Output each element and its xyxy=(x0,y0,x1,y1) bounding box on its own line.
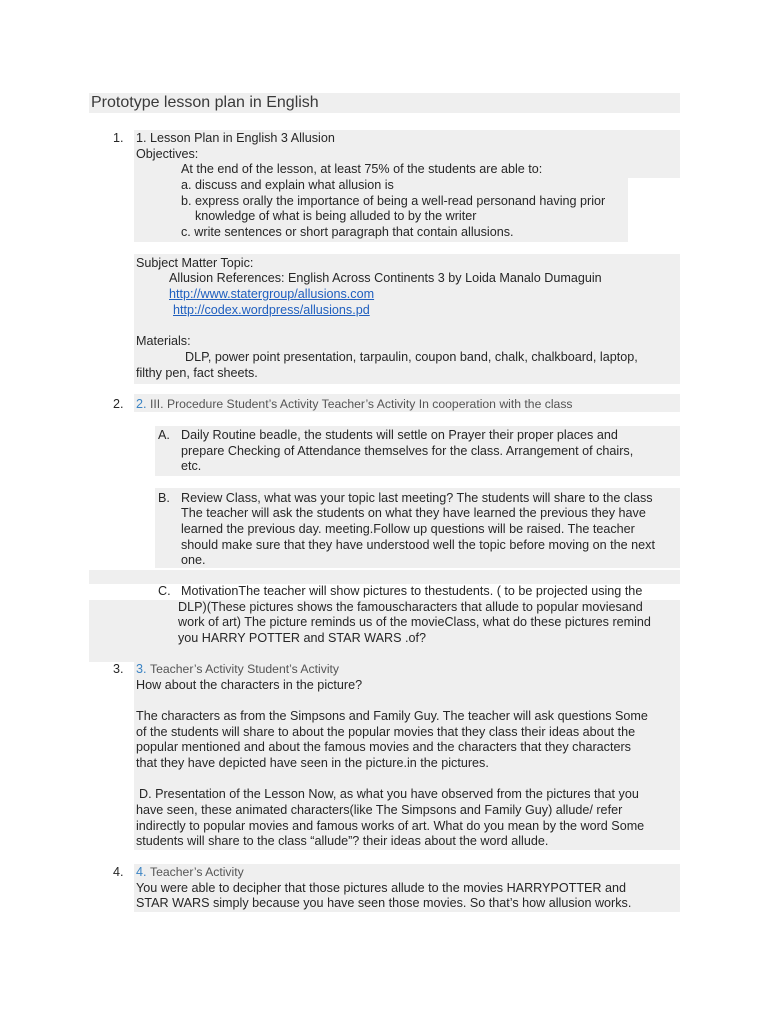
materials-line1: DLP, power point presentation, tarpaulin, coupon band, chalk, chalkboard, laptop, xyxy=(185,350,638,364)
reference-link-2[interactable]: http://codex.wordpress/allusions.pd xyxy=(173,303,370,317)
item2-a-line3: etc. xyxy=(181,459,202,473)
list-number-1: 1. xyxy=(113,131,124,145)
item2-b-line3: learned the previous day. meeting.Follow up questions will be raised. The teacher xyxy=(181,522,635,536)
item2-b-line1: Review Class, what was your topic last meeting? The students will share to the class xyxy=(181,491,653,505)
item3-p2-line2: have seen, these animated characters(like The Simpsons and Family Guy) allude/ refer xyxy=(136,803,623,817)
objective-b-line1: b. express orally the importance of being a well-read personand having prior xyxy=(181,194,606,208)
shade-item1-left xyxy=(134,178,178,242)
objectives-intro: At the end of the lesson, at least 75% of the students are able to: xyxy=(181,162,543,176)
item2-c-line4: you HARRY POTTER and STAR WARS .of? xyxy=(178,631,426,645)
item2-b-line5: one. xyxy=(181,553,206,567)
item4-heading-line xyxy=(136,865,244,881)
item3-question: How about the characters in the picture? xyxy=(136,678,363,692)
item2-a-line2: prepare Checking of Attendance themselves for the class. Arrangement of chairs, xyxy=(181,444,634,458)
item3-heading-line xyxy=(136,662,339,678)
objective-a: a. discuss and explain what allusion is xyxy=(181,178,394,192)
materials-line2: filthy pen, fact sheets. xyxy=(136,366,258,380)
item2-inline-number: 2. xyxy=(136,397,147,411)
shade-gap xyxy=(89,570,680,584)
item1-heading: 1. Lesson Plan in English 3 Allusion xyxy=(136,131,335,145)
item3-p1-line1: The characters as from the Simpsons and Family Guy. The teacher will ask questions Some xyxy=(136,709,648,723)
sublist-label-c: C. xyxy=(158,584,171,598)
item4-line2: STAR WARS simply because you have seen those movies. So that’s how allusion works. xyxy=(136,896,632,910)
item3-heading: Teacher’s Activity Student’s Activity xyxy=(150,662,340,676)
item2-heading-line xyxy=(136,397,573,413)
item2-b-line2: The teacher will ask the students on what they have learned the previous they have xyxy=(181,506,646,520)
subject-label: Subject Matter Topic: xyxy=(136,256,254,270)
item2-c-line1: MotivationThe teacher will show pictures to thestudents. ( to be projected using the xyxy=(181,584,643,598)
item2-a-line1: Daily Routine beadle, the students will settle on Prayer their proper places and xyxy=(181,428,618,442)
item3-p2-line3: indirectly to popular movies and famous works of art. What do you mean by the word Some xyxy=(136,819,645,833)
item3-p2-line4: students will share to the class “allude”? their ideas about the word allude. xyxy=(136,834,549,848)
sublist-label-a: A. xyxy=(158,428,170,442)
list-number-3: 3. xyxy=(113,662,124,676)
item3-p1-line3: popular mentioned and about the famous movies and the characters that they characters xyxy=(136,740,631,754)
item3-inline-number: 3. xyxy=(136,662,147,676)
item4-line1: You were able to decipher that those pictures allude to the movies HARRYPOTTER and xyxy=(136,881,627,895)
item2-heading: III. Procedure Student’s Activity Teacher’s Activity In cooperation with the class xyxy=(150,397,573,411)
item2-c-line3: work of art) The picture reminds us of the movieClass, what do these pictures remind xyxy=(178,615,651,629)
item3-p2-line1: D. Presentation of the Lesson Now, as what you have observed from the pictures that you xyxy=(139,787,639,801)
item4-heading: Teacher’s Activity xyxy=(150,865,244,879)
list-number-2: 2. xyxy=(113,397,124,411)
item2-c-line2: DLP)(These pictures shows the famouscharacters that allude to popular moviesand xyxy=(178,600,643,614)
objective-c: c. write sentences or short paragraph that contain allusions. xyxy=(181,225,514,239)
materials-label: Materials: xyxy=(136,334,191,348)
reference-link-1[interactable]: http://www.statergroup/allusions.com xyxy=(169,287,375,301)
objective-b-line2: knowledge of what is being alluded to by the writer xyxy=(195,209,477,223)
item4-inline-number: 4. xyxy=(136,865,147,879)
list-number-4: 4. xyxy=(113,865,124,879)
item3-p1-line2: of the students will share to about the popular movies that they class their ideas about the xyxy=(136,725,636,739)
page-title: Prototype lesson plan in English xyxy=(91,94,319,111)
references: Allusion References: English Across Continents 3 by Loida Manalo Dumaguin xyxy=(169,271,602,285)
objectives-label: Objectives: xyxy=(136,147,199,161)
item2-b-line4: should make sure that they have understood well the topic before moving on the next xyxy=(181,538,655,552)
sublist-label-b: B. xyxy=(158,491,170,505)
item3-p1-line4: that they have depicted have seen in the picture.in the pictures. xyxy=(136,756,489,770)
